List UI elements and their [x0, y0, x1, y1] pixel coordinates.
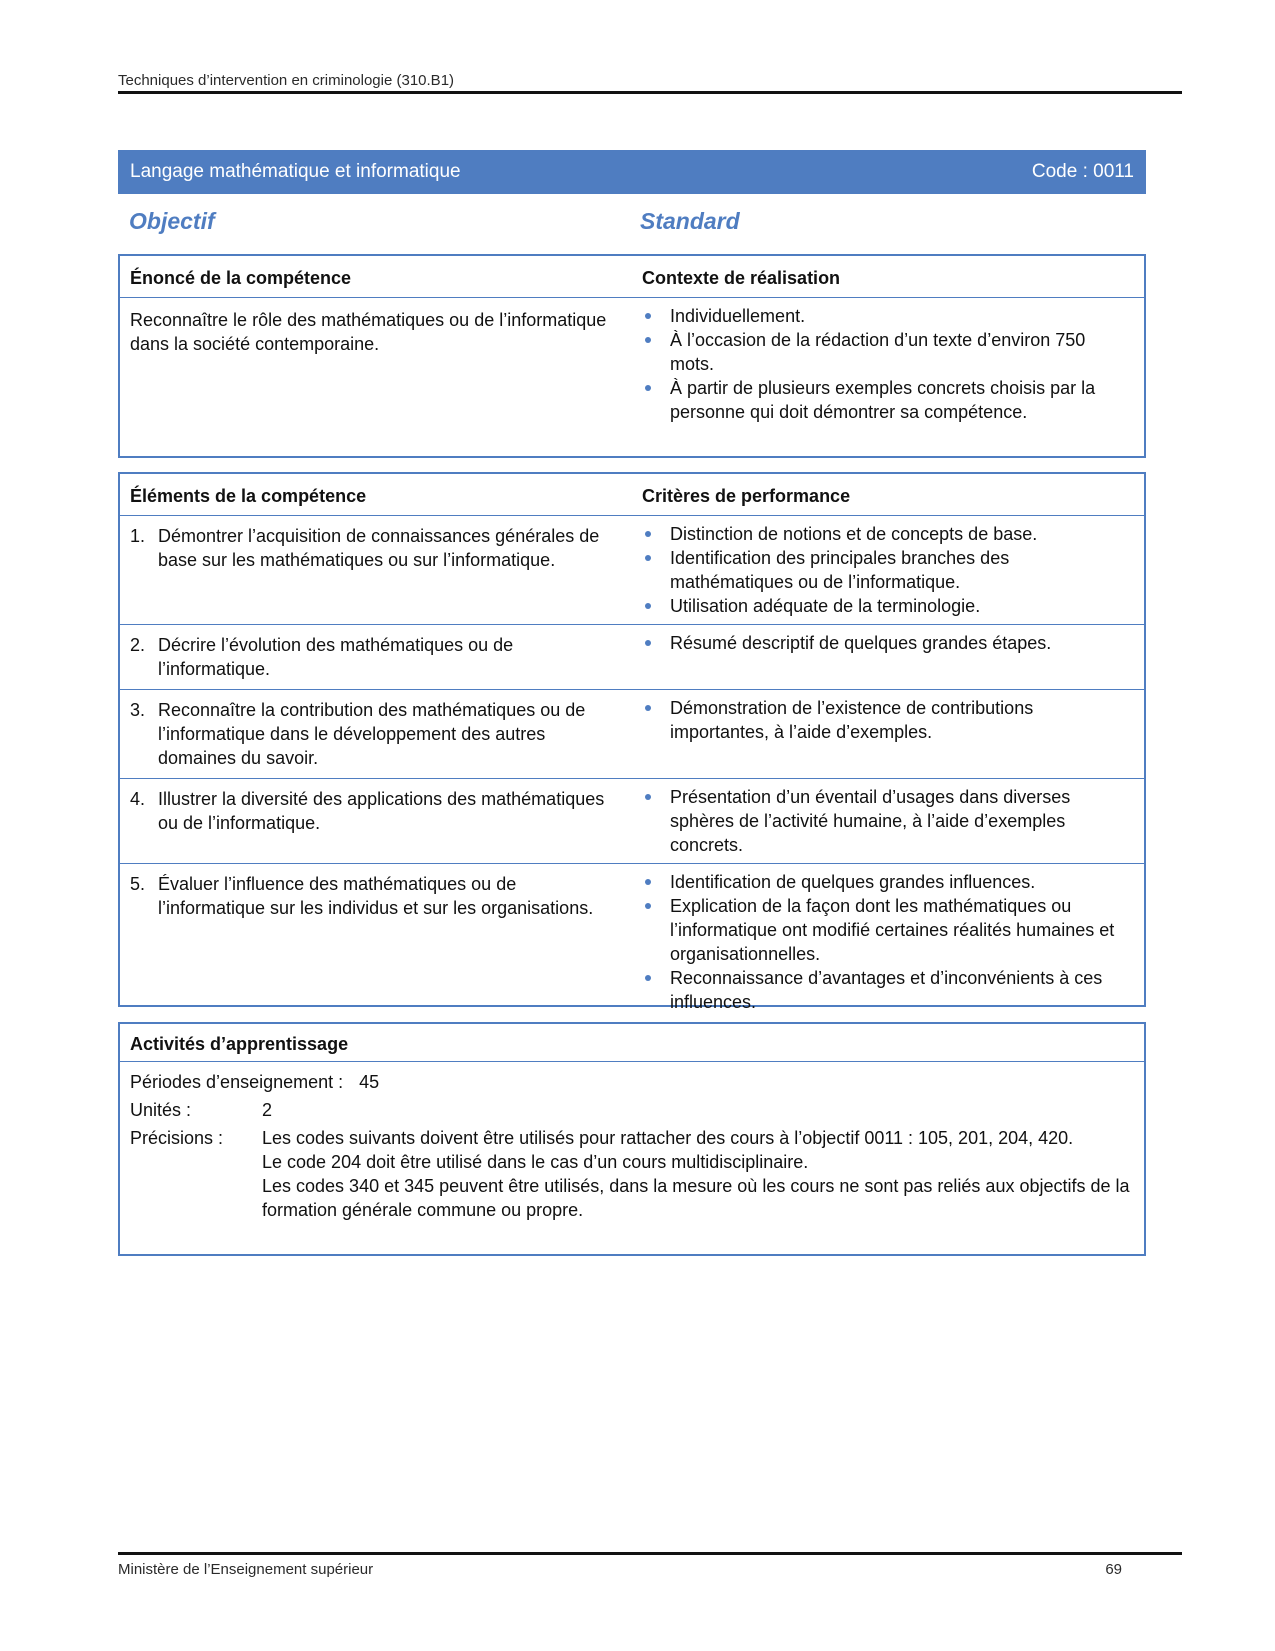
list-item: Individuellement. — [642, 304, 1134, 328]
standard-heading: Standard — [640, 208, 740, 234]
list-item: Présentation d’un éventail d’usages dans diverses sphères de l’activité humaine, à l’aide d’exemples concrets. — [642, 785, 1134, 857]
precisions-label: Précisions : — [130, 1128, 224, 1148]
activities-body — [120, 1061, 1144, 1230]
competence-header-row — [120, 256, 1144, 297]
title-bar — [118, 150, 1146, 194]
units-label: Unités : — [130, 1100, 192, 1120]
activities-table — [118, 1022, 1146, 1256]
list-item: Les codes suivants doivent être utilisés pour rattacher des cours à l’objectif 0011 : 105, 201, 204, 420. — [262, 1128, 1074, 1148]
list-item: Identification des principales branches des mathématiques ou de l’informatique. — [642, 546, 1134, 594]
list-item: Démonstration de l’existence de contributions importantes, à l’aide d’exemples. — [642, 696, 1134, 744]
elements-table — [118, 472, 1146, 1012]
page-number: 69 — [1105, 1561, 1122, 1578]
element-text: Décrire l’évolution des mathématiques ou de l’informatique. — [158, 635, 514, 679]
list-item: Résumé descriptif de quelques grandes étapes. — [642, 631, 1134, 655]
table-row: 1. Démontrer l’acquisition de connaissances générales de base sur les mathématiques ou sur l’informatique. Distinction de notions et de concepts de base. Identification des principales branches des mathématiques ou de l’informatique. Utilisation adéquate de la terminologie. — [120, 515, 1144, 624]
list-item: À partir de plusieurs exemples concrets choisis par la personne qui doit démontrer sa compétence. — [642, 376, 1134, 424]
competence-body-row — [120, 297, 1144, 430]
element-text: Illustrer la diversité des applications des mathématiques ou de l’informatique. — [158, 789, 605, 833]
ministry-name: Ministère de l’Enseignement supérieur — [118, 1561, 374, 1578]
statement-header: Énoncé de la compétence — [130, 268, 352, 288]
context-header: Contexte de réalisation — [642, 268, 841, 288]
periods-label: Périodes d’enseignement : — [130, 1072, 344, 1092]
competence-table — [118, 254, 1146, 458]
list-item: Les codes 340 et 345 peuvent être utilisés, dans la mesure où les cours ne sont pas reliés aux objectifs de la formation générale commune ou propre. — [262, 1176, 1130, 1220]
units-value: 2 — [262, 1100, 273, 1120]
competence-title: Langage mathématique et informatique — [130, 161, 461, 182]
list-item: À l’occasion de la rédaction d’un texte d’environ 750 mots. — [642, 328, 1134, 376]
element-text: Démontrer l’acquisition de connaissances générales de base sur les mathématiques ou sur l’informatique. — [158, 526, 600, 570]
table-row: 4. Illustrer la diversité des applications des mathématiques ou de l’informatique. Présentation d’un éventail d’usages dans diverses sphères de l’activité humaine, à l’aide d’exemples concrets. — [120, 778, 1144, 863]
page-header: Techniques d’intervention en criminologie (310.B1) — [118, 72, 1182, 94]
list-item: Identification de quelques grandes influences. — [642, 870, 1134, 894]
element-text: Évaluer l’influence des mathématiques ou de l’informatique sur les individus et sur les organisations. — [158, 874, 594, 918]
elements-header: Éléments de la compétence — [130, 486, 367, 506]
list-item: Reconnaissance d’avantages et d’inconvénients à ces influences. — [642, 966, 1134, 1014]
list-item: Le code 204 doit être utilisé dans le cas d’un cours multidisciplinaire. — [262, 1152, 809, 1172]
table-row: 3. Reconnaître la contribution des mathématiques ou de l’informatique dans le développement des autres domaines du savoir. Démonstration de l’existence de contributions importantes, à l’aide d’exemples. — [120, 689, 1144, 778]
criteria-header: Critères de performance — [642, 486, 851, 506]
table-row: 2. Décrire l’évolution des mathématiques ou de l’informatique. Résumé descriptif de quelques grandes étapes. — [120, 624, 1144, 689]
elements-header-row — [120, 474, 1144, 515]
precisions-text — [262, 1126, 1134, 1222]
element-text: Reconnaître la contribution des mathématiques ou de l’informatique dans le développement des autres domaines du savoir. — [158, 700, 586, 768]
list-item: Utilisation adéquate de la terminologie. — [642, 594, 1134, 618]
competence-code: Code : 0011 — [1031, 161, 1134, 182]
competence-statement: Reconnaître le rôle des mathématiques ou de l’informatique dans la société contemporaine. — [130, 310, 607, 354]
list-item: Distinction de notions et de concepts de base. — [642, 522, 1134, 546]
objective-heading: Objectif — [129, 208, 215, 234]
context-list — [642, 304, 1134, 424]
list-item: Explication de la façon dont les mathématiques ou l’informatique ont modifié certaines réalités humaines et organisationnelles. — [642, 894, 1134, 966]
page-footer — [118, 1552, 1182, 1578]
table-row: 5. Évaluer l’influence des mathématiques ou de l’informatique sur les individus et sur les organisations. Identification de quelques grandes influences. Explication de la façon dont les mathématiques ou l’informatique ont modifié certaines réalités humaines et organisationnelles. Reconnaissance d’avantages et d’inconvénients à ces influences. — [120, 863, 1144, 1020]
activities-header: Activités d’apprentissage — [130, 1034, 349, 1054]
periods-value: 45 — [359, 1072, 380, 1092]
activities-header-row — [120, 1024, 1144, 1061]
